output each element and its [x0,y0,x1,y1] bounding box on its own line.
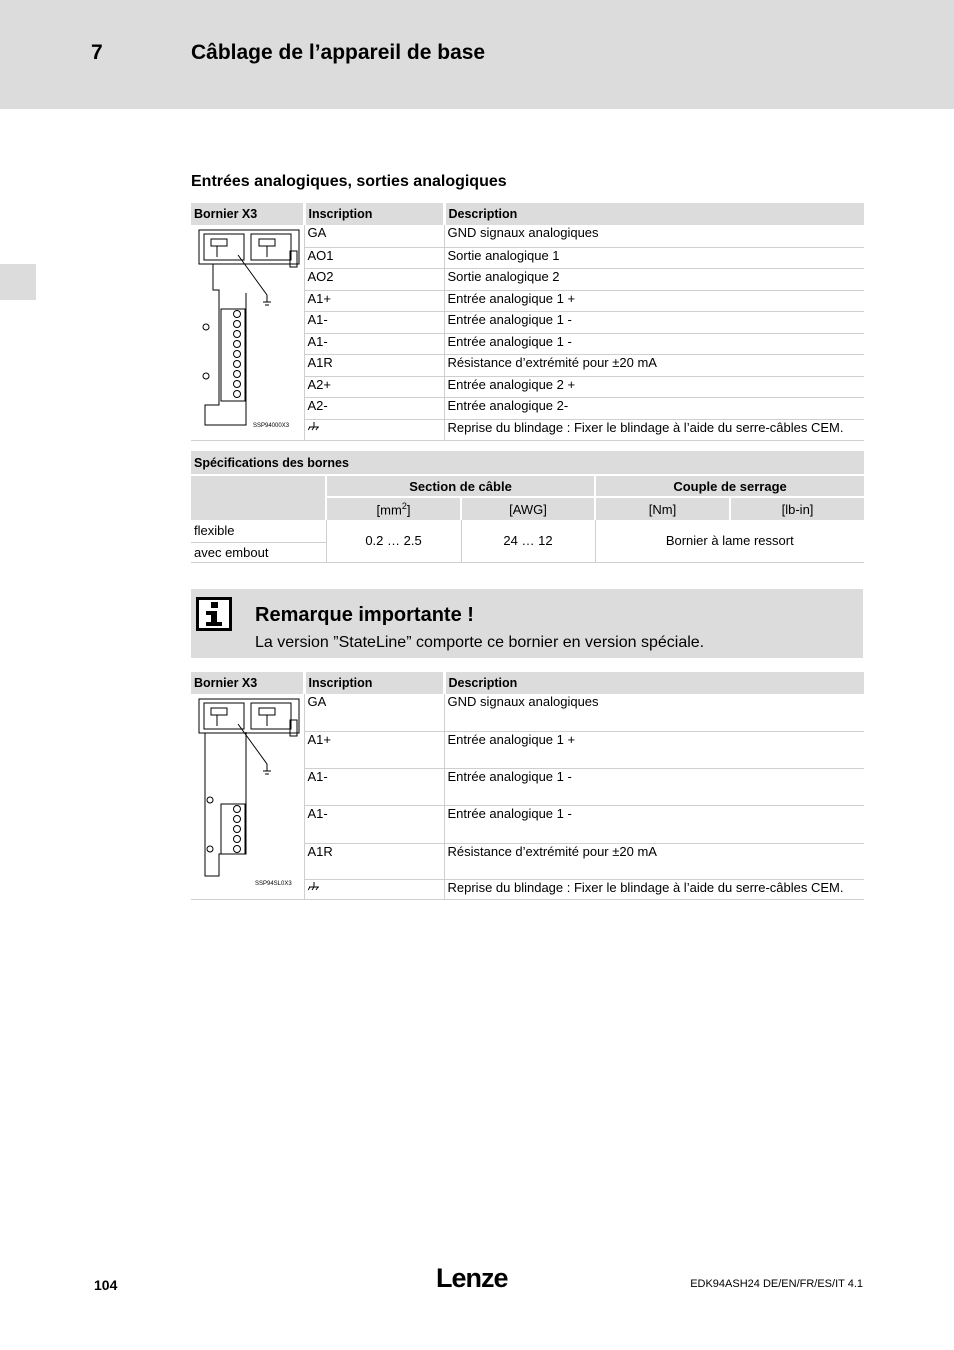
inscription-cell: A2+ [304,376,444,397]
terminal-x3-drawing-icon [191,225,303,435]
value-couple: Bornier à lame ressort [595,520,864,562]
unit-mm2: $[mm^2]$ [326,497,461,520]
description-cell: Entrée analogique 2 + [444,376,864,397]
description-cell: Entrée analogique 1 + [444,290,864,311]
section-title: Entrées analogiques, sorties analogiques [191,173,507,190]
spec-title: Spécifications des bornes [191,451,864,475]
document-reference: EDK94ASH24 DE/EN/FR/ES/IT 4.1 [690,1278,863,1290]
inscription-cell: A1+ [304,731,444,768]
description-cell: Entrée analogique 1 - [444,769,864,806]
spec-section-header: Section de câble [326,475,595,497]
description-cell: Résistance d’extrémité pour ±20 mA [444,354,864,376]
note-text: La version ”StateLine” comporte ce bornier en version spéciale. [255,634,705,651]
header-description: Description [444,203,864,225]
header-bornier: Bornier X3 [191,672,304,694]
description-cell: Résistance d’extrémité pour ±20 mA [444,843,864,879]
ground-symbol-cell [304,879,444,899]
inscription-cell: GA [304,694,444,731]
lenze-logo: Lenze [436,1263,508,1293]
description-cell: Entrée analogique 1 - [444,806,864,843]
side-tab-marker [0,264,36,300]
terminal-figure [191,225,304,441]
figure-label: SSP94000X3 [253,423,290,429]
spec-couple-header: Couple de serrage [595,475,864,497]
inscription-cell: A1- [304,333,444,354]
description-cell: Entrée analogique 1 - [444,333,864,354]
table-header-row [191,203,864,225]
terminal-spec-table [191,451,864,563]
row-flexible: flexible [191,520,326,542]
description-cell: Reprise du blindage : Fixer le blindage à l’aide du serre-câbles CEM. [444,879,864,899]
description-cell: Entrée analogique 1 + [444,731,864,768]
terminal-table-x3 [191,203,864,441]
header-description: Description [444,672,864,694]
inscription-cell: A1R [304,354,444,376]
table-row [191,694,864,731]
note-title: Remarque importante ! [255,604,474,626]
description-cell: GND signaux analogiques [444,694,864,731]
page-number: 104 [94,1277,118,1293]
header-inscription: Inscription [304,672,444,694]
header-inscription: Inscription [304,203,444,225]
terminal-x3-stateline-drawing-icon [191,694,303,889]
value-mm2: 0.2 … 2.5 [326,520,461,562]
chapter-title: Câblage de l’appareil de base [191,41,486,64]
table-row [191,225,864,247]
description-cell: Entrée analogique 2- [444,397,864,419]
terminal-table-x3-stateline [191,672,864,900]
unit-awg: [AWG] [461,497,595,520]
terminal-figure [191,694,304,900]
table-header-row [191,672,864,694]
chapter-header [0,0,954,109]
header-bornier: Bornier X3 [191,203,304,225]
description-cell: Sortie analogique 2 [444,268,864,290]
ground-symbol-cell [304,419,444,440]
unit-lbin: [lb-in] [730,497,864,520]
spec-empty-header [191,475,326,520]
ground-icon [308,880,320,892]
inscription-cell: AO2 [304,268,444,290]
description-cell: GND signaux analogiques [444,225,864,247]
figure-label: SSP94SL0X3 [255,881,292,887]
inscription-cell: AO1 [304,247,444,268]
inscription-cell: GA [304,225,444,247]
description-cell: Entrée analogique 1 - [444,311,864,333]
row-embout: avec embout [191,542,326,562]
inscription-cell: A1- [304,769,444,806]
inscription-cell: A1+ [304,290,444,311]
ground-icon [308,420,320,432]
description-cell: Sortie analogique 1 [444,247,864,268]
inscription-cell: A2- [304,397,444,419]
unit-nm: [Nm] [595,497,730,520]
important-note [191,589,863,658]
inscription-cell: A1- [304,311,444,333]
info-icon [196,597,232,631]
inscription-cell: A1- [304,806,444,843]
inscription-cell: A1R [304,843,444,879]
chapter-number: 7 [91,41,103,64]
value-awg: 24 … 12 [461,520,595,562]
description-cell: Reprise du blindage : Fixer le blindage à l’aide du serre-câbles CEM. [444,419,864,440]
